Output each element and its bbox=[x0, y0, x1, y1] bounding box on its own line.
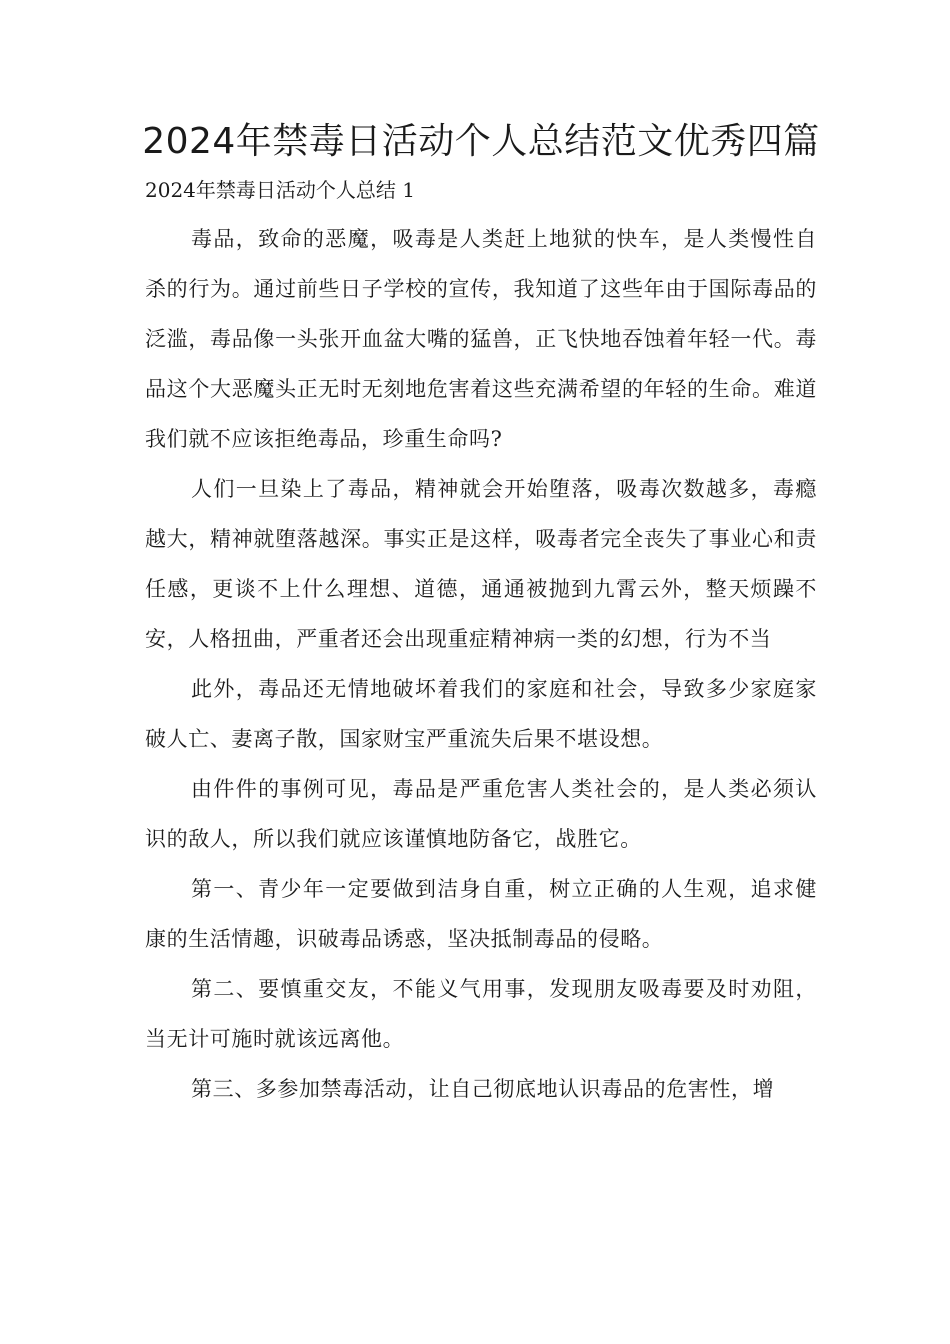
paragraph-6: 第二、要慎重交友，不能义气用事，发现朋友吸毒要及时劝阻，当无计可施时就该远离他。 bbox=[145, 977, 817, 1051]
paragraph-2: 人们一旦染上了毒品，精神就会开始堕落，吸毒次数越多，毒瘾越大，精神就堕落越深。事实正是这样，吸毒者完全丧失了事业心和责任感，更谈不上什么理想、道德，通通被抛到九霄云外，整天烦躁不安，人格扭曲，严重者还会出现重症精神病一类的幻想，行为不当 bbox=[145, 477, 817, 651]
section-heading: 2024年禁毒日活动个人总结 1 bbox=[145, 178, 415, 202]
paragraph-3: 此外，毒品还无情地破坏着我们的家庭和社会，导致多少家庭家破人亡、妻离子散，国家财宝严重流失后果不堪设想。 bbox=[145, 677, 817, 751]
paragraph-5: 第一、青少年一定要做到洁身自重，树立正确的人生观，追求健康的生活情趣，识破毒品诱惑，坚决抵制毒品的侵略。 bbox=[145, 877, 817, 951]
paragraph-4: 由件件的事例可见，毒品是严重危害人类社会的，是人类必须认识的敌人，所以我们就应该谨慎地防备它，战胜它。 bbox=[145, 777, 817, 851]
paragraph-7: 第三、多参加禁毒活动，让自己彻底地认识毒品的危害性，增 bbox=[191, 1077, 775, 1101]
paragraph-1: 毒品，致命的恶魔，吸毒是人类赶上地狱的快车，是人类慢性自杀的行为。通过前些日子学校的宣传，我知道了这些年由于国际毒品的泛滥，毒品像一头张开血盆大嘴的猛兽，正飞快地吞蚀着年轻一代。毒品这个大恶魔头正无时无刻地危害着这些充满希望的年轻的生命。难道我们就不应该拒绝毒品，珍重生命吗? bbox=[145, 227, 817, 451]
document-title: 2024年禁毒日活动个人总结范文优秀四篇 bbox=[142, 121, 820, 162]
document-page bbox=[142, 118, 820, 1114]
